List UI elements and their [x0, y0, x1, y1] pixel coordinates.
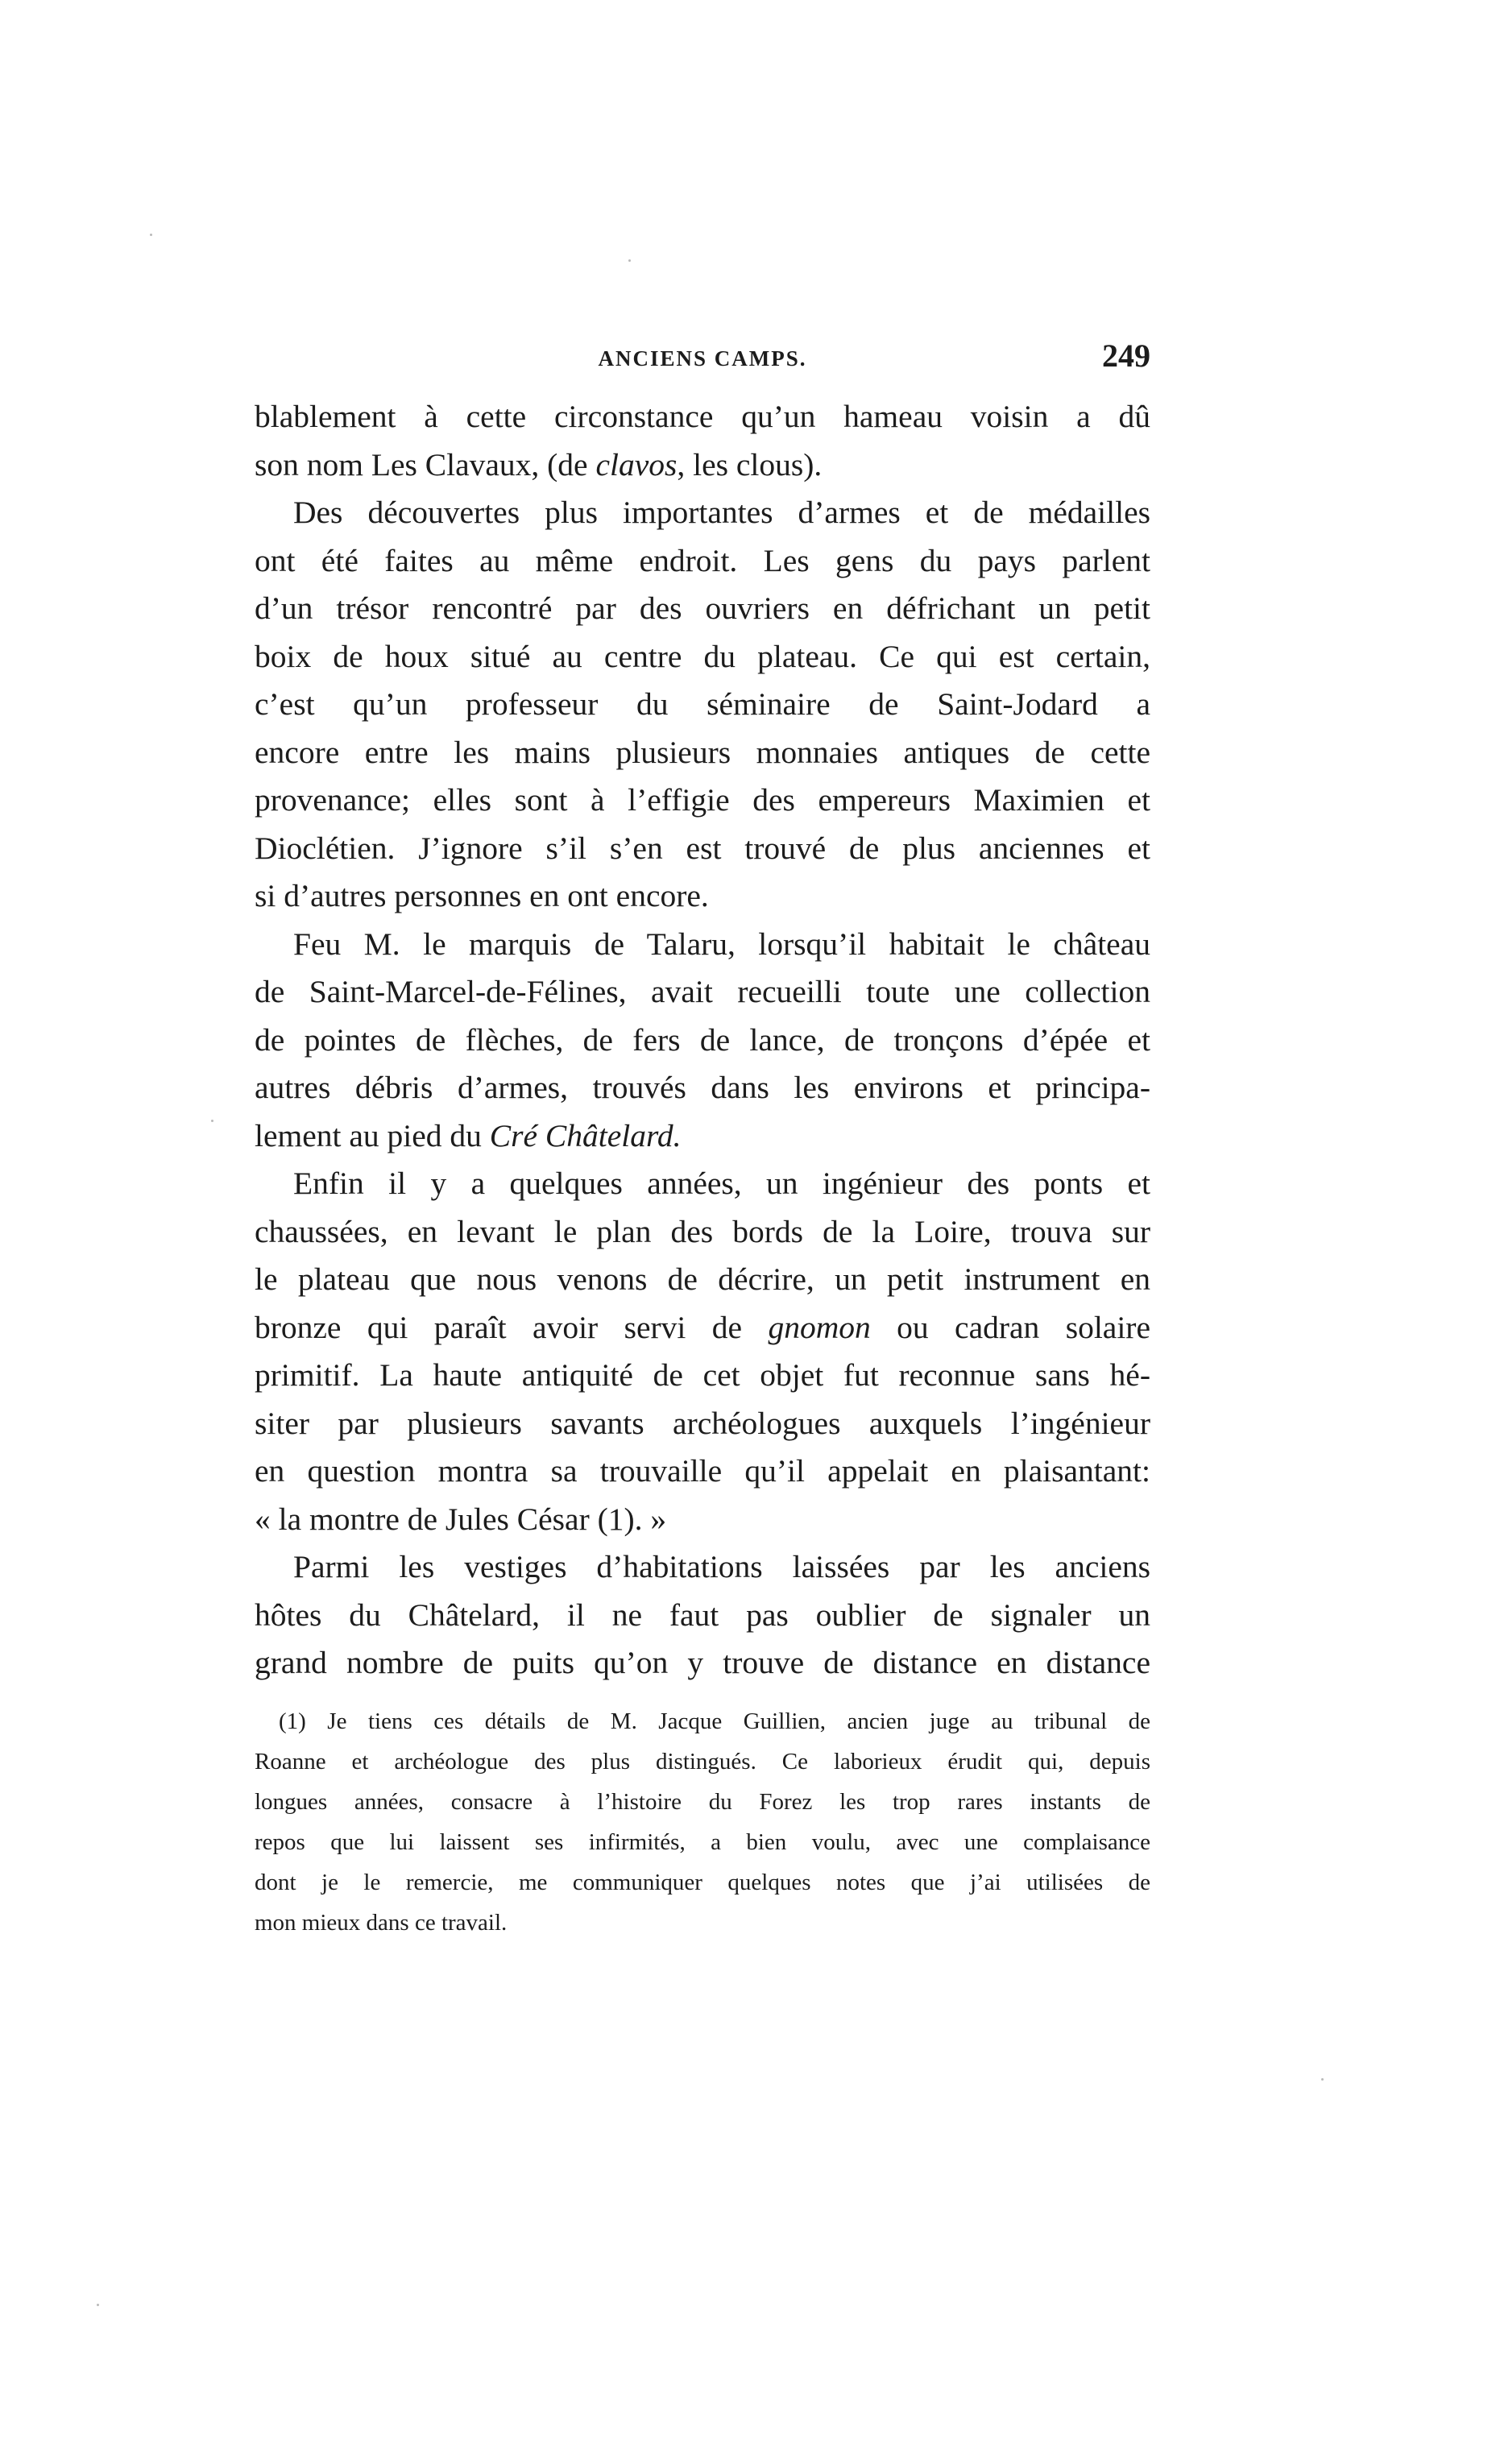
text-line: de Saint-Marcel-de-Félines, avait recueilli toute une collection: [255, 974, 1150, 1009]
page-header: [255, 337, 1150, 385]
footnote-line: longues années, consacre à l’histoire du Forez les trop rares instants de: [255, 1789, 1150, 1815]
text-line: encore entre les mains plusieurs monnaies antiques de cette: [255, 734, 1150, 770]
text-line: lement au pied du Cré Châtelard.: [255, 1117, 682, 1153]
text-line: de pointes de flèches, de fers de lance, de tronçons d’épée et: [255, 1021, 1150, 1058]
text-line: blablement à cette circonstance qu’un hameau voisin a dû: [255, 399, 1150, 434]
text-line: boix de houx situé au centre du plateau. Ce qui est certain,: [255, 638, 1150, 674]
text-line: son nom Les Clavaux, (de clavos, les clous).: [255, 446, 823, 482]
text-line: Des découvertes plus importantes d’armes et de médailles: [293, 495, 1150, 530]
text-line: siter par plusieurs savants archéologues auxquels l’ingénieur: [255, 1405, 1150, 1441]
text-line: Enfin il y a quelques années, un ingénieur des ponts et: [293, 1166, 1150, 1201]
text-line: hôtes du Châtelard, il ne faut pas oublier de signaler un: [255, 1596, 1150, 1633]
paper-speck: [211, 1120, 213, 1122]
paper-speck: [628, 259, 631, 262]
text-line: provenance; elles sont à l’effigie des empereurs Maximien et: [255, 782, 1150, 818]
text-line: chaussées, en levant le plan des bords de la Loire, trouva sur: [255, 1213, 1150, 1249]
text-line: le plateau que nous venons de décrire, un petit instrument en: [255, 1261, 1150, 1297]
page-number: 249: [1102, 338, 1150, 374]
footnote-line: repos que lui laissent ses infirmités, a bien voulu, avec une complaisance: [255, 1829, 1150, 1855]
paper-speck: [97, 2304, 99, 2306]
text-line: autres débris d’armes, trouvés dans les environs et principa-: [255, 1070, 1150, 1105]
running-head: ANCIENS CAMPS.: [598, 346, 807, 371]
footnote: [255, 1701, 1150, 1943]
footnote-line: mon mieux dans ce travail.: [255, 1910, 508, 1936]
paper-speck: [150, 234, 152, 236]
text-line: Dioclétien. J’ignore s’il s’en est trouvé de plus anciennes et: [255, 830, 1150, 866]
text-line: primitif. La haute antiquité de cet objet fut reconnue sans hé-: [255, 1357, 1150, 1393]
text-line: ont été faites au même endroit. Les gens du pays parlent: [255, 542, 1150, 578]
footnote-line: dont je le remercie, me communiquer quelques notes que j’ai utilisées de: [255, 1870, 1150, 1895]
text-line: grand nombre de puits qu’on y trouve de distance en distance: [255, 1645, 1150, 1680]
footnote-line: Roanne et archéologue des plus distingués. Ce laborieux érudit qui, depuis: [255, 1749, 1150, 1774]
text-line: c’est qu’un professeur du séminaire de Saint-Jodard a: [255, 686, 1150, 722]
text-line: « la montre de Jules César (1). »: [255, 1501, 667, 1537]
text-line: Parmi les vestiges d’habitations laissées par les anciens: [293, 1549, 1150, 1584]
paper-speck: [1321, 2078, 1324, 2081]
footnote-line: (1) Je tiens ces détails de M. Jacque Guillien, ancien juge au tribunal de: [279, 1708, 1150, 1734]
text-line: Feu M. le marquis de Talaru, lorsqu’il habitait le château: [293, 926, 1150, 962]
text-line: en question montra sa trouvaille qu’il appelait en plaisantant:: [255, 1453, 1150, 1489]
body-text: [255, 393, 1150, 1688]
text-line: d’un trésor rencontré par des ouvriers en défrichant un petit: [255, 590, 1150, 626]
text-line: si d’autres personnes en ont encore.: [255, 878, 709, 913]
text-line: bronze qui paraît avoir servi de gnomon ou cadran solaire: [255, 1309, 1150, 1345]
